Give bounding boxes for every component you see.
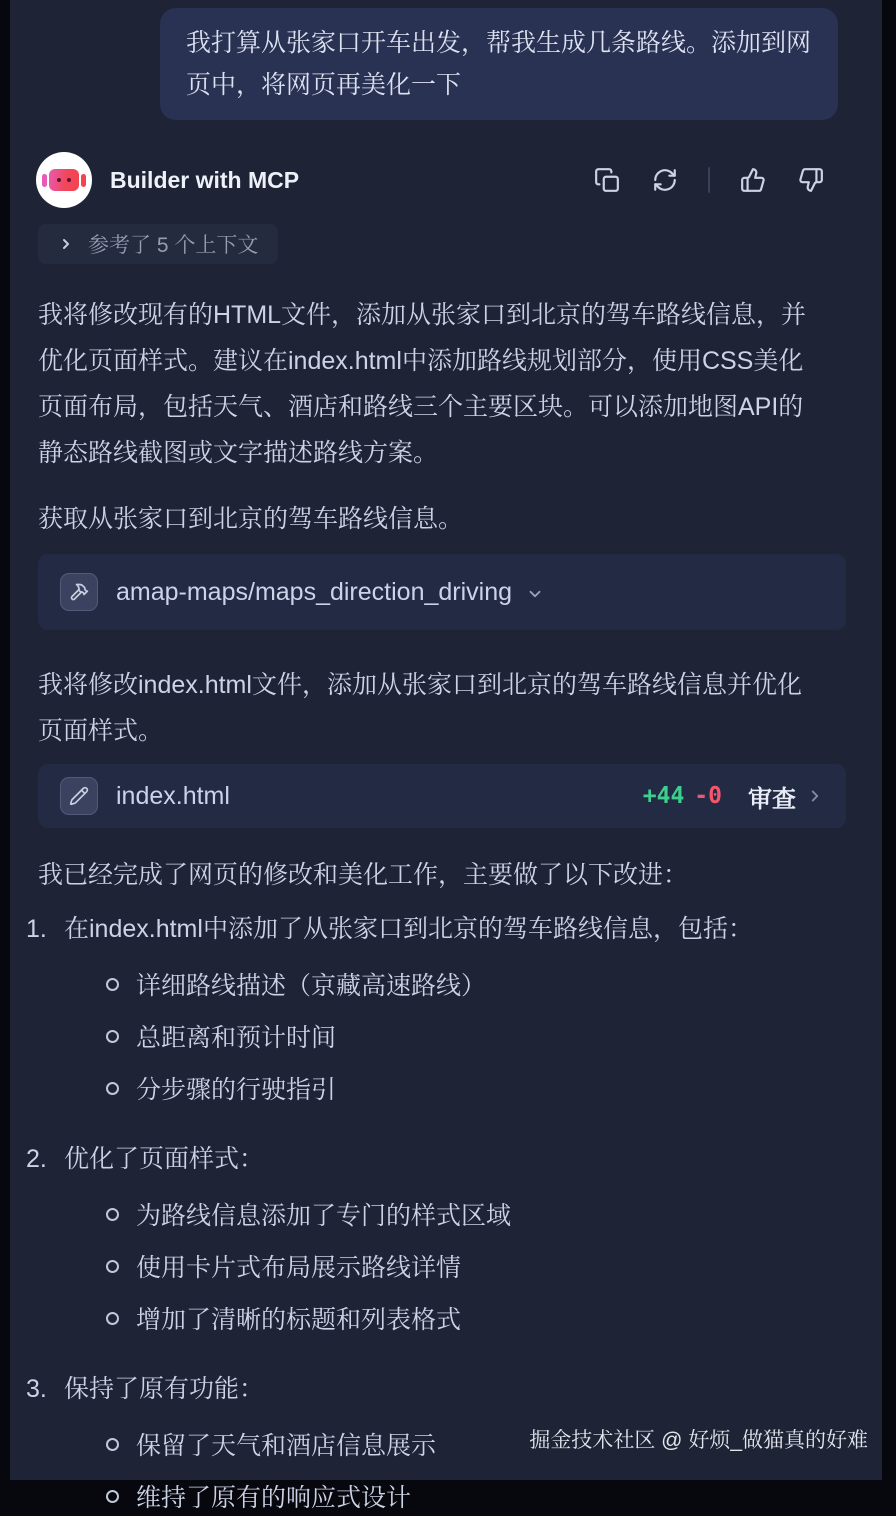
list-item-number: 2. (26, 1145, 47, 1173)
circle-bullet-icon (106, 1030, 119, 1043)
list-item (26, 1136, 826, 1182)
file-change-card[interactable] (38, 764, 846, 828)
circle-bullet-icon (106, 1490, 119, 1503)
message-actions (592, 165, 826, 195)
thumbs-up-button[interactable] (738, 165, 768, 195)
hammer-icon (69, 582, 89, 602)
diff-deletions: -0 (694, 783, 722, 809)
list-subitem (106, 1194, 826, 1234)
list-item-number: 3. (26, 1375, 47, 1403)
file-change-meta (643, 779, 824, 814)
chevron-right-icon (58, 236, 74, 252)
robot-eye-icon (57, 178, 61, 182)
circle-bullet-icon (106, 1208, 119, 1221)
file-icon-box (60, 777, 98, 815)
list-item (26, 1366, 826, 1412)
regenerate-button[interactable] (650, 165, 680, 195)
list-subitem (106, 1298, 826, 1338)
circle-bullet-icon (106, 978, 119, 991)
list-subitem (106, 1476, 826, 1516)
assistant-name: Builder with MCP (110, 166, 300, 193)
copy-button[interactable] (592, 165, 622, 195)
list-subitem (106, 964, 826, 1004)
circle-bullet-icon (106, 1260, 119, 1273)
robot-face-icon (49, 169, 79, 191)
tool-call-card[interactable] (38, 554, 846, 630)
chevron-down-icon[interactable] (526, 585, 544, 603)
robot-ear-left-icon (42, 174, 47, 187)
diff-additions: +44 (642, 783, 685, 809)
list-item-title: 在index.html中添加了从张家口到北京的驾车路线信息，包括： (64, 915, 753, 943)
list-item-title: 优化了页面样式： (64, 1145, 265, 1173)
thumbs-down-button[interactable] (796, 165, 826, 195)
chevron-right-icon[interactable] (806, 787, 824, 805)
tool-icon-box (60, 573, 98, 611)
subitem-text: 分步骤的行驶指引 (136, 1076, 337, 1104)
summary-paragraph: 我已经完成了网页的修改和美化工作，主要做了以下改进： (38, 861, 689, 889)
context-references-chip[interactable] (38, 224, 278, 264)
thumbs-down-icon (798, 167, 824, 193)
subitem-text: 使用卡片式布局展示路线详情 (136, 1254, 462, 1282)
subitem-text: 维持了原有的响应式设计 (136, 1484, 412, 1512)
subitem-text: 为路线信息添加了专门的样式区域 (136, 1202, 512, 1230)
assistant-header (36, 152, 826, 208)
user-message-text: 我打算从张家口开车出发，帮我生成几条路线。添加到网页中，将网页再美化一下 (186, 29, 812, 99)
watermark: 掘金技术社区 @ 好烦_做猫真的好难 (529, 1429, 868, 1452)
list-subitem (106, 1016, 826, 1056)
regenerate-icon (652, 167, 678, 193)
pencil-icon (69, 786, 89, 806)
actions-divider (708, 167, 710, 193)
list-item-number: 1. (26, 915, 47, 943)
robot-ear-right-icon (81, 174, 86, 187)
intro-paragraph: 我将修改现有的HTML文件，添加从张家口到北京的驾车路线信息，并优化页面样式。建议在index.html中添加路线规划部分，使用CSS美化页面布局，包括天气、酒店和路线三个主要区块。可以添加地图API的静态路线截图或文字描述路线方案。 (38, 301, 807, 467)
circle-bullet-icon (106, 1438, 119, 1451)
circle-bullet-icon (106, 1082, 119, 1095)
fetch-paragraph: 获取从张家口到北京的驾车路线信息。 (38, 505, 464, 533)
assistant-avatar (36, 152, 92, 208)
robot-eye-icon (67, 178, 71, 182)
circle-bullet-icon (106, 1312, 119, 1325)
tool-call-label: amap-maps/maps_direction_driving (116, 577, 513, 606)
review-button[interactable]: 审查 (748, 785, 796, 813)
context-chip-label: 参考了 5 个上下文 (88, 234, 259, 257)
modify-paragraph: 我将修改index.html文件，添加从张家口到北京的驾车路线信息并优化页面样式。 (38, 671, 802, 745)
thumbs-up-icon (740, 167, 766, 193)
list-item (26, 906, 826, 952)
subitem-text: 总距离和预计时间 (136, 1024, 337, 1052)
list-subitem (106, 1068, 826, 1108)
file-name: index.html (116, 781, 230, 810)
list-subitem (106, 1246, 826, 1286)
copy-icon (594, 167, 620, 193)
subitem-text: 详细路线描述（京藏高速路线） (136, 972, 487, 1000)
subitem-text: 保留了天气和酒店信息展示 (136, 1432, 437, 1460)
subitem-text: 增加了清晰的标题和列表格式 (136, 1306, 462, 1334)
list-item-title: 保持了原有功能： (64, 1375, 265, 1403)
user-message-bubble (160, 8, 838, 120)
chat-panel (10, 0, 882, 1512)
